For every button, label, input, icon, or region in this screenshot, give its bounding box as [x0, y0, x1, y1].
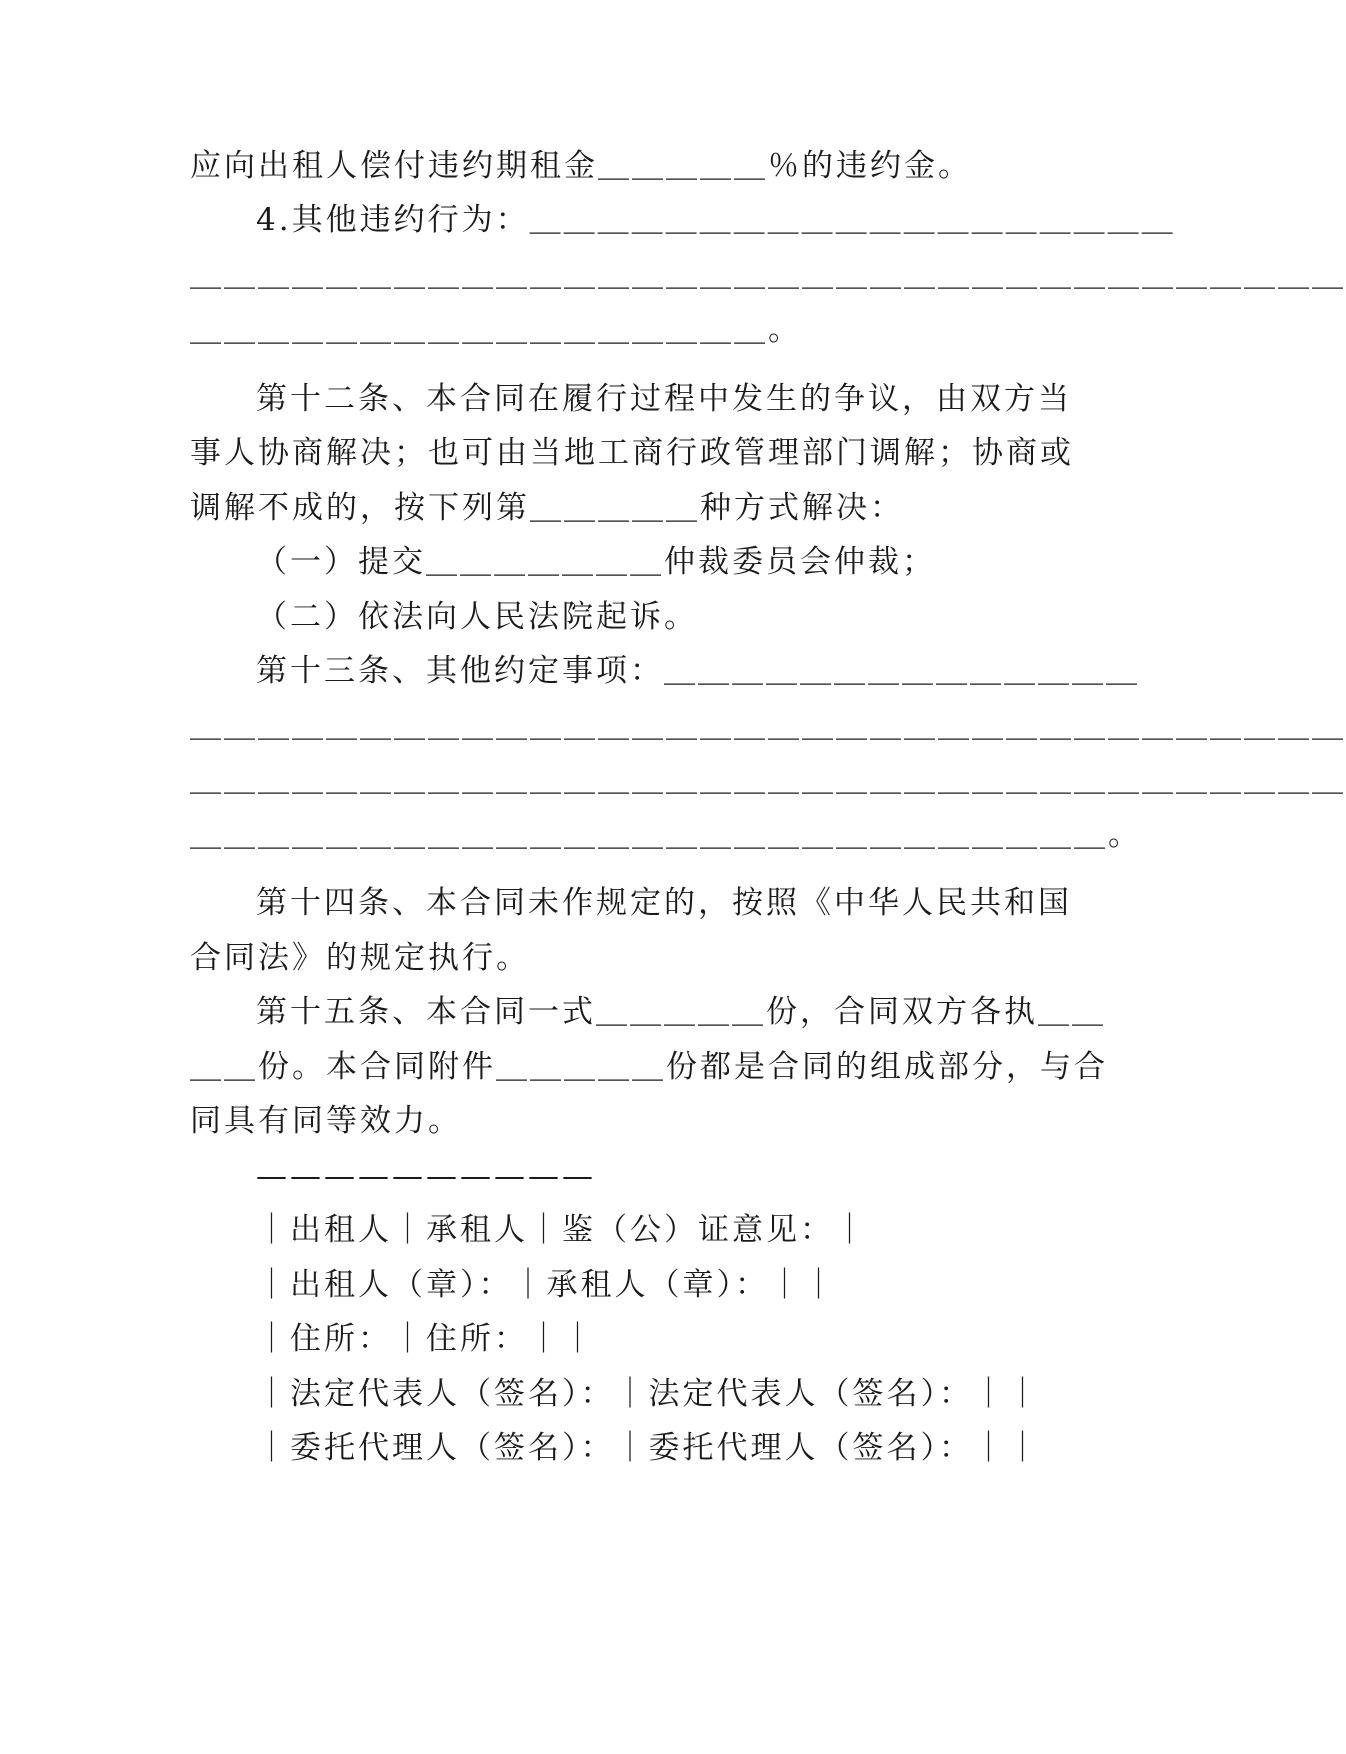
text-line: ＿＿＿＿＿＿＿＿＿＿＿＿＿＿＿＿＿。 — [190, 312, 802, 348]
text-line: （一）提交＿＿＿＿＿＿＿仲裁委员会仲裁； — [256, 544, 936, 580]
text-line: 第十三条、其他约定事项：＿＿＿＿＿＿＿＿＿＿＿＿＿＿ — [256, 653, 1140, 689]
text-line: 4.其他违约行为：＿＿＿＿＿＿＿＿＿＿＿＿＿＿＿＿＿＿＿ — [256, 202, 1176, 238]
text-line: 第十四条、本合同未作规定的，按照《中华人民共和国 — [256, 885, 1072, 921]
text-line: ＿＿＿＿＿＿＿＿＿＿＿＿＿＿＿＿＿＿＿＿＿＿＿＿＿＿＿＿＿＿＿＿＿＿ — [190, 257, 1346, 293]
text-line: 应向出租人偿付违约期租金＿＿＿＿＿％的违约金。 — [190, 148, 972, 184]
text-line: ｜委托代理人（签名）：｜委托代理人（签名）：｜｜ — [256, 1430, 1041, 1466]
text-line: ｜法定代表人（签名）：｜法定代表人（签名）：｜｜ — [256, 1376, 1041, 1412]
text-line: —————————— — [256, 1158, 596, 1194]
text-line: 同具有同等效力。 — [190, 1103, 462, 1139]
text-line: ＿＿＿＿＿＿＿＿＿＿＿＿＿＿＿＿＿＿＿＿＿＿＿＿＿＿＿＿＿＿＿＿＿＿ — [190, 762, 1346, 798]
text-line: 第十五条、本合同一式＿＿＿＿＿份，合同双方各执＿＿ — [256, 994, 1106, 1030]
text-line: ｜住所：｜住所：｜｜ — [256, 1321, 596, 1357]
text-line: ｜出租人｜承租人｜鉴（公）证意见：｜ — [256, 1212, 868, 1248]
text-line: 第十二条、本合同在履行过程中发生的争议，由双方当 — [256, 381, 1072, 417]
text-line: ＿＿＿＿＿＿＿＿＿＿＿＿＿＿＿＿＿＿＿＿＿＿＿＿＿＿＿＿＿＿＿＿＿＿ — [190, 708, 1346, 744]
text-line: ＿＿份。本合同附件＿＿＿＿＿份都是合同的组成部分，与合 — [190, 1049, 1108, 1085]
text-line: ｜出租人（章）：｜承租人（章）：｜｜ — [256, 1267, 837, 1303]
text-line: （二）依法向人民法院起诉。 — [256, 599, 698, 635]
text-line: 调解不成的，按下列第＿＿＿＿＿种方式解决： — [190, 490, 904, 526]
text-line: 合同法》的规定执行。 — [190, 940, 530, 976]
text-line: ＿＿＿＿＿＿＿＿＿＿＿＿＿＿＿＿＿＿＿＿＿＿＿＿＿＿＿。 — [190, 817, 1142, 853]
text-line: 事人协商解决；也可由当地工商行政管理部门调解；协商或 — [190, 435, 1074, 471]
